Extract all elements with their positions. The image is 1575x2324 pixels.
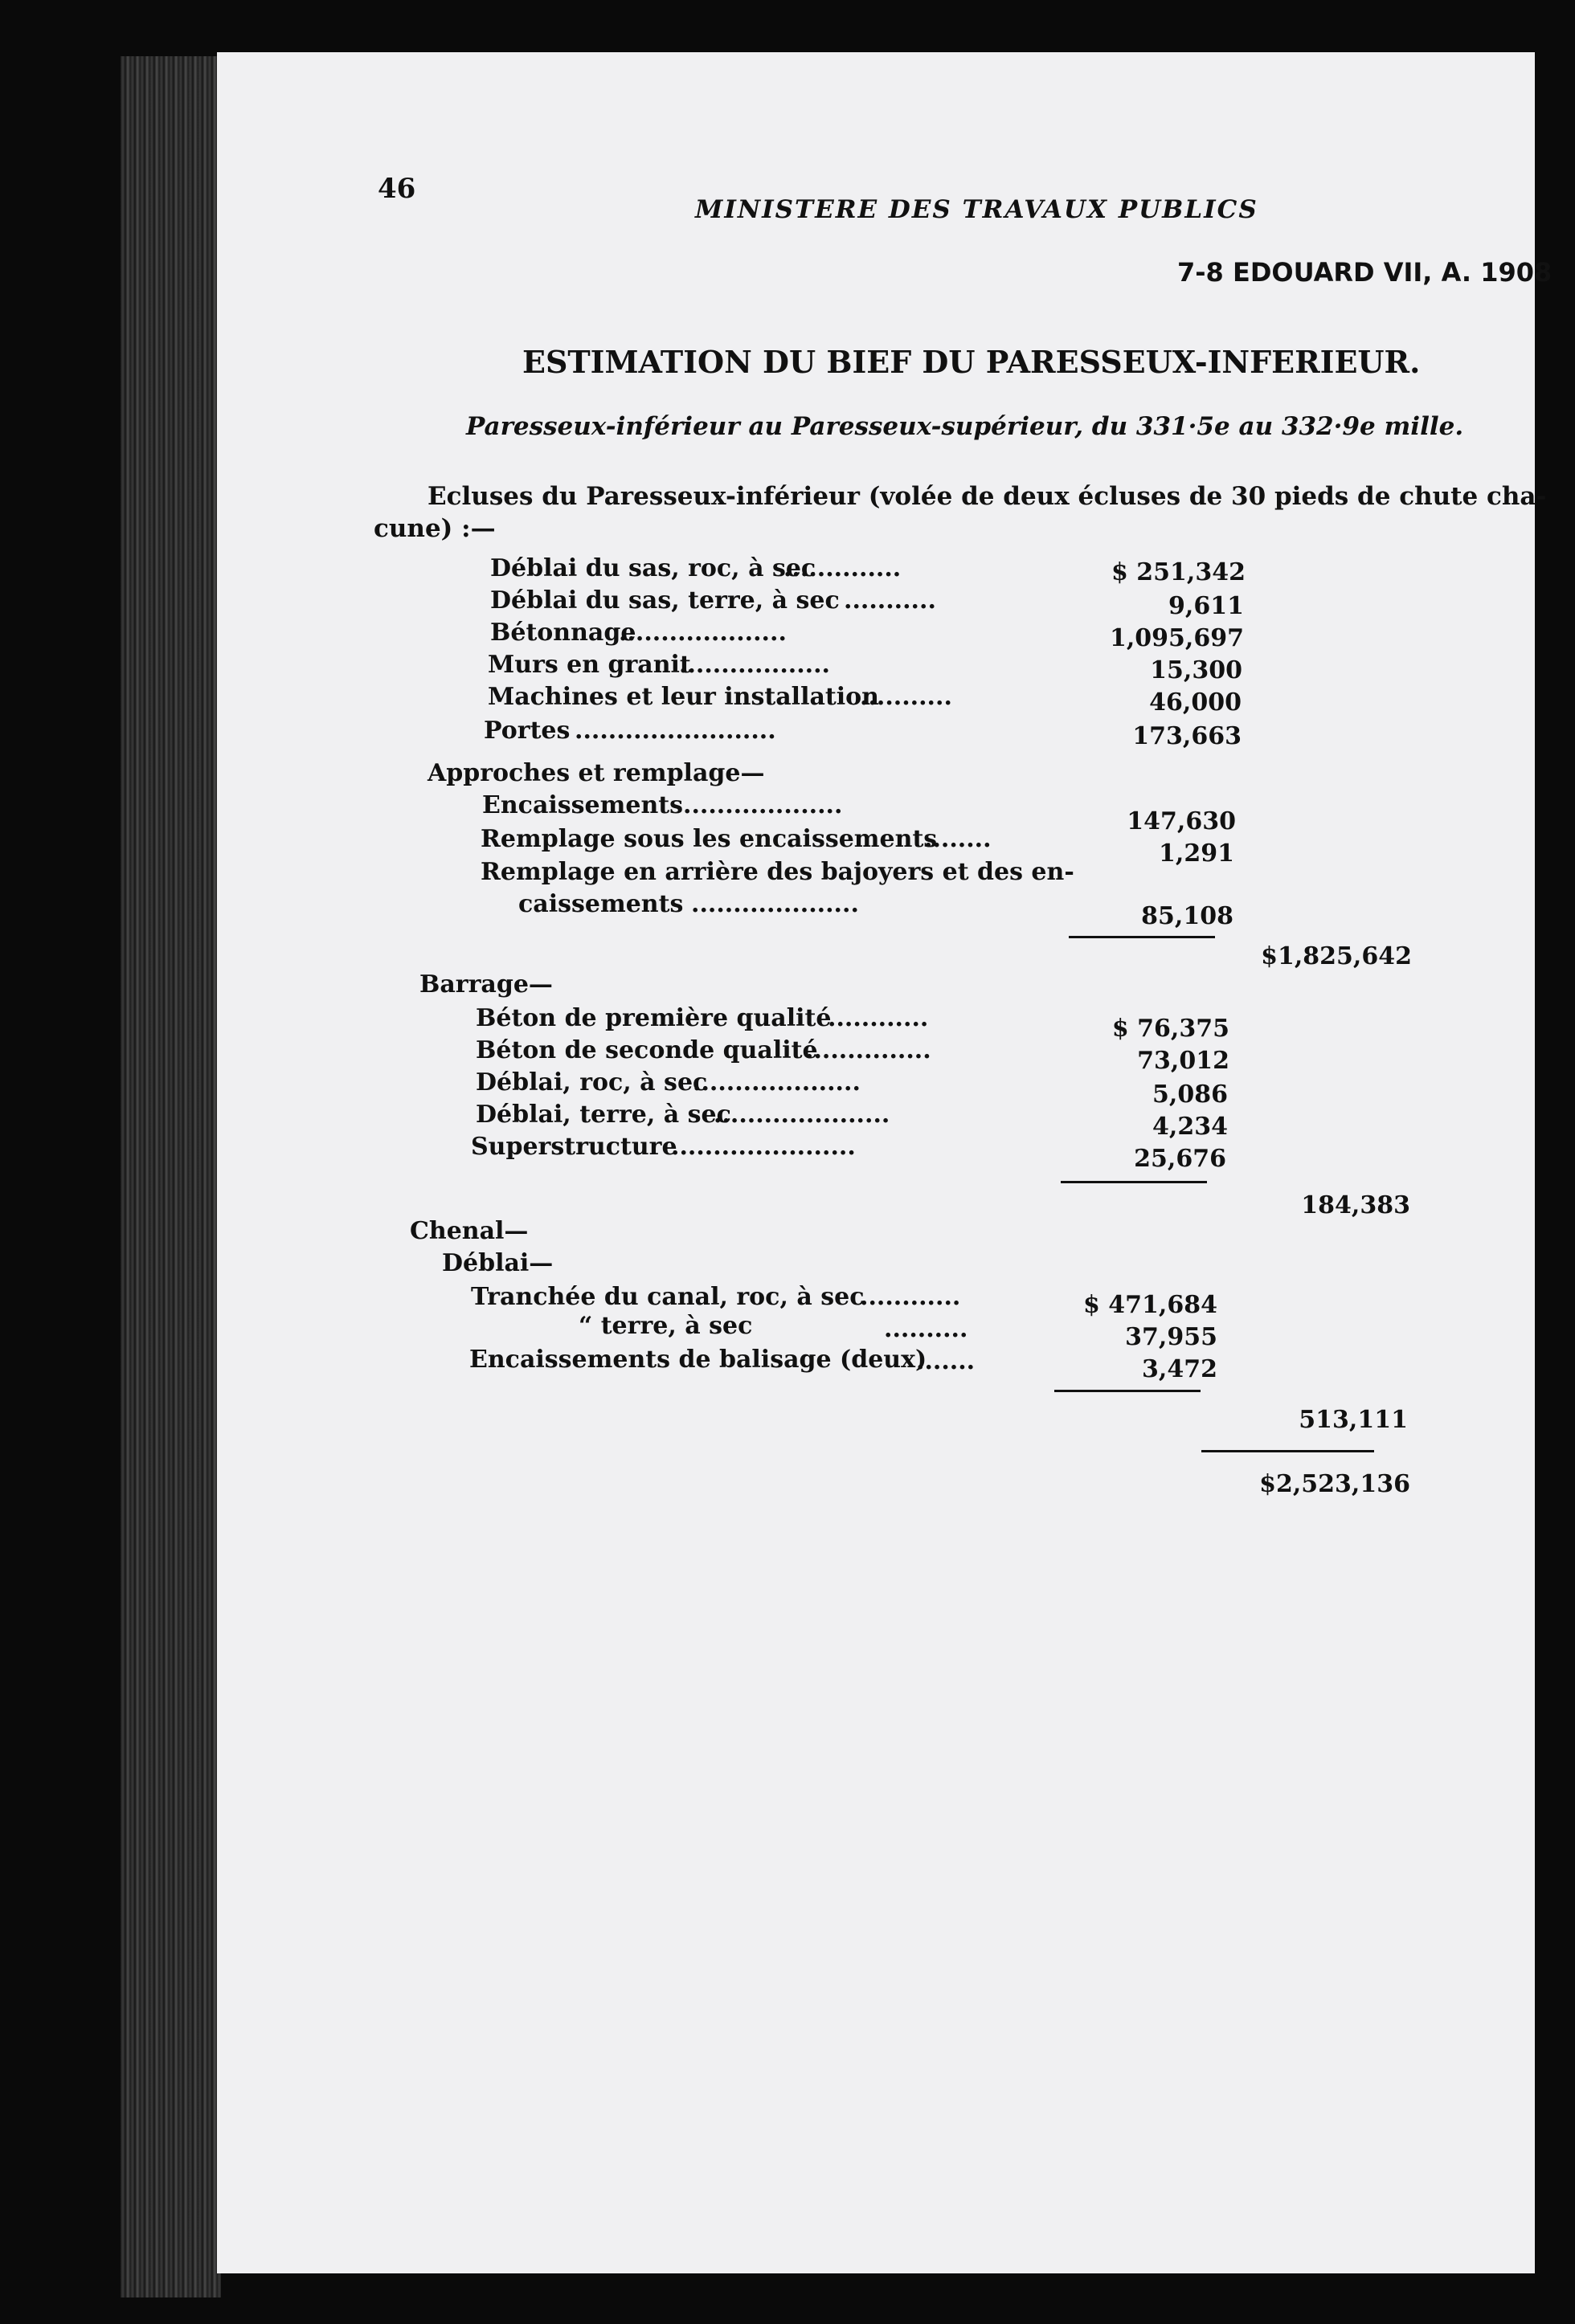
item-label: Remplage sous les encaissements — [481, 825, 938, 853]
dot-leader: ........ — [924, 825, 992, 853]
dot-leader: ........... — [844, 586, 936, 615]
subtotal-rule — [1069, 936, 1215, 938]
dot-leader: ................... — [683, 791, 843, 819]
dot-leader: .................. — [679, 651, 830, 679]
item-amount: 15,300 — [1150, 656, 1242, 684]
item-label: Encaissements de balisage (deux) — [469, 1346, 927, 1374]
item-amount: 3,472 — [1142, 1355, 1217, 1383]
film-edge — [121, 56, 221, 2297]
item-amount: 73,012 — [1137, 1047, 1229, 1075]
item-label: “ terre, à sec — [579, 1312, 753, 1340]
item-label: Béton de seconde qualité — [476, 1036, 818, 1064]
item-amount: 4,234 — [1152, 1113, 1228, 1141]
item-label: Superstructure — [471, 1133, 677, 1161]
page-number: 46 — [378, 173, 416, 205]
section-total: $1,825,642 — [1261, 942, 1412, 970]
page-subtitle: Paresseux-inférieur au Paresseux-supérieur, du 331·5e au 332·9e mille. — [466, 412, 1464, 441]
dot-leader: ........................ — [575, 717, 776, 745]
item-label: Remplage en arrière des bajoyers et des en- — [481, 858, 1074, 886]
dot-leader: ............... — [805, 1036, 931, 1064]
section-heading: Chenal— — [410, 1217, 529, 1245]
document-page — [217, 52, 1552, 2273]
item-label: Tranchée du canal, roc, à sec — [471, 1283, 865, 1311]
item-label: Murs en granit — [488, 651, 691, 679]
section-total: 513,111 — [1299, 1406, 1408, 1434]
dot-leader: .......... — [884, 1315, 968, 1343]
subtotal-rule — [1054, 1390, 1201, 1392]
item-amount: 1,095,697 — [1109, 624, 1244, 652]
running-head: MINISTERE DES TRAVAUX PUBLICS — [695, 195, 1258, 224]
section-heading: Barrage— — [419, 970, 553, 999]
session-label: 7-8 EDOUARD VII, A. 1908 — [1177, 257, 1552, 288]
item-label: caissements — [518, 890, 684, 918]
section-heading: Approches et remplage— — [428, 759, 765, 787]
subtotal-rule — [1061, 1181, 1207, 1183]
item-label: Déblai du sas, terre, à sec — [490, 586, 840, 615]
dot-leader: .................... — [691, 890, 859, 918]
item-amount: 46,000 — [1149, 688, 1242, 717]
item-label: Déblai, terre, à sec — [476, 1101, 731, 1129]
item-amount: 5,086 — [1152, 1080, 1228, 1109]
item-amount: 147,630 — [1127, 807, 1236, 835]
item-amount: $ 471,684 — [1082, 1291, 1217, 1319]
item-label: Déblai du sas, roc, à sec — [490, 554, 816, 582]
dot-leader: ............ — [860, 1283, 961, 1311]
dot-leader: ........... — [860, 683, 952, 711]
dot-leader: ..................... — [714, 1101, 890, 1129]
item-amount: 1,291 — [1159, 839, 1234, 868]
intro-line-1: Ecluses du Paresseux-inférieur (volée de deux écluses de 30 pieds de chute cha- — [428, 482, 1547, 511]
item-label: Portes — [484, 717, 571, 745]
item-label: Déblai, roc, à sec — [476, 1068, 708, 1097]
dot-leader: ....... — [916, 1347, 976, 1375]
item-label: Machines et leur installation — [488, 683, 879, 711]
dot-leader: .................... — [619, 619, 787, 647]
dot-leader: .................... — [693, 1068, 861, 1097]
item-amount: 9,611 — [1168, 592, 1244, 620]
dot-leader: .............. — [783, 554, 902, 582]
item-label: Béton de première qualité — [476, 1004, 832, 1032]
page-title: ESTIMATION DU BIEF DU PARESSEUX-INFERIEUR. — [522, 344, 1421, 380]
section-total: 184,383 — [1301, 1191, 1410, 1219]
item-label: Encaissements — [482, 791, 684, 819]
item-amount: 85,108 — [1141, 902, 1233, 930]
item-amount: $ 251,342 — [1111, 558, 1246, 586]
item-label: Bétonnage — [490, 619, 636, 647]
grand-total: $2,523,136 — [1259, 1470, 1410, 1498]
item-amount: 25,676 — [1134, 1145, 1226, 1173]
dot-leader: ...................... — [671, 1133, 856, 1161]
section-subheading: Déblai— — [442, 1249, 554, 1277]
item-amount: $ 76,375 — [1111, 1015, 1229, 1043]
dot-leader: ............ — [828, 1004, 929, 1032]
item-amount: 173,663 — [1132, 722, 1242, 750]
intro-line-2: cune) :— — [374, 514, 496, 543]
item-amount: 37,955 — [1125, 1323, 1217, 1351]
grand-total-rule — [1201, 1450, 1374, 1452]
